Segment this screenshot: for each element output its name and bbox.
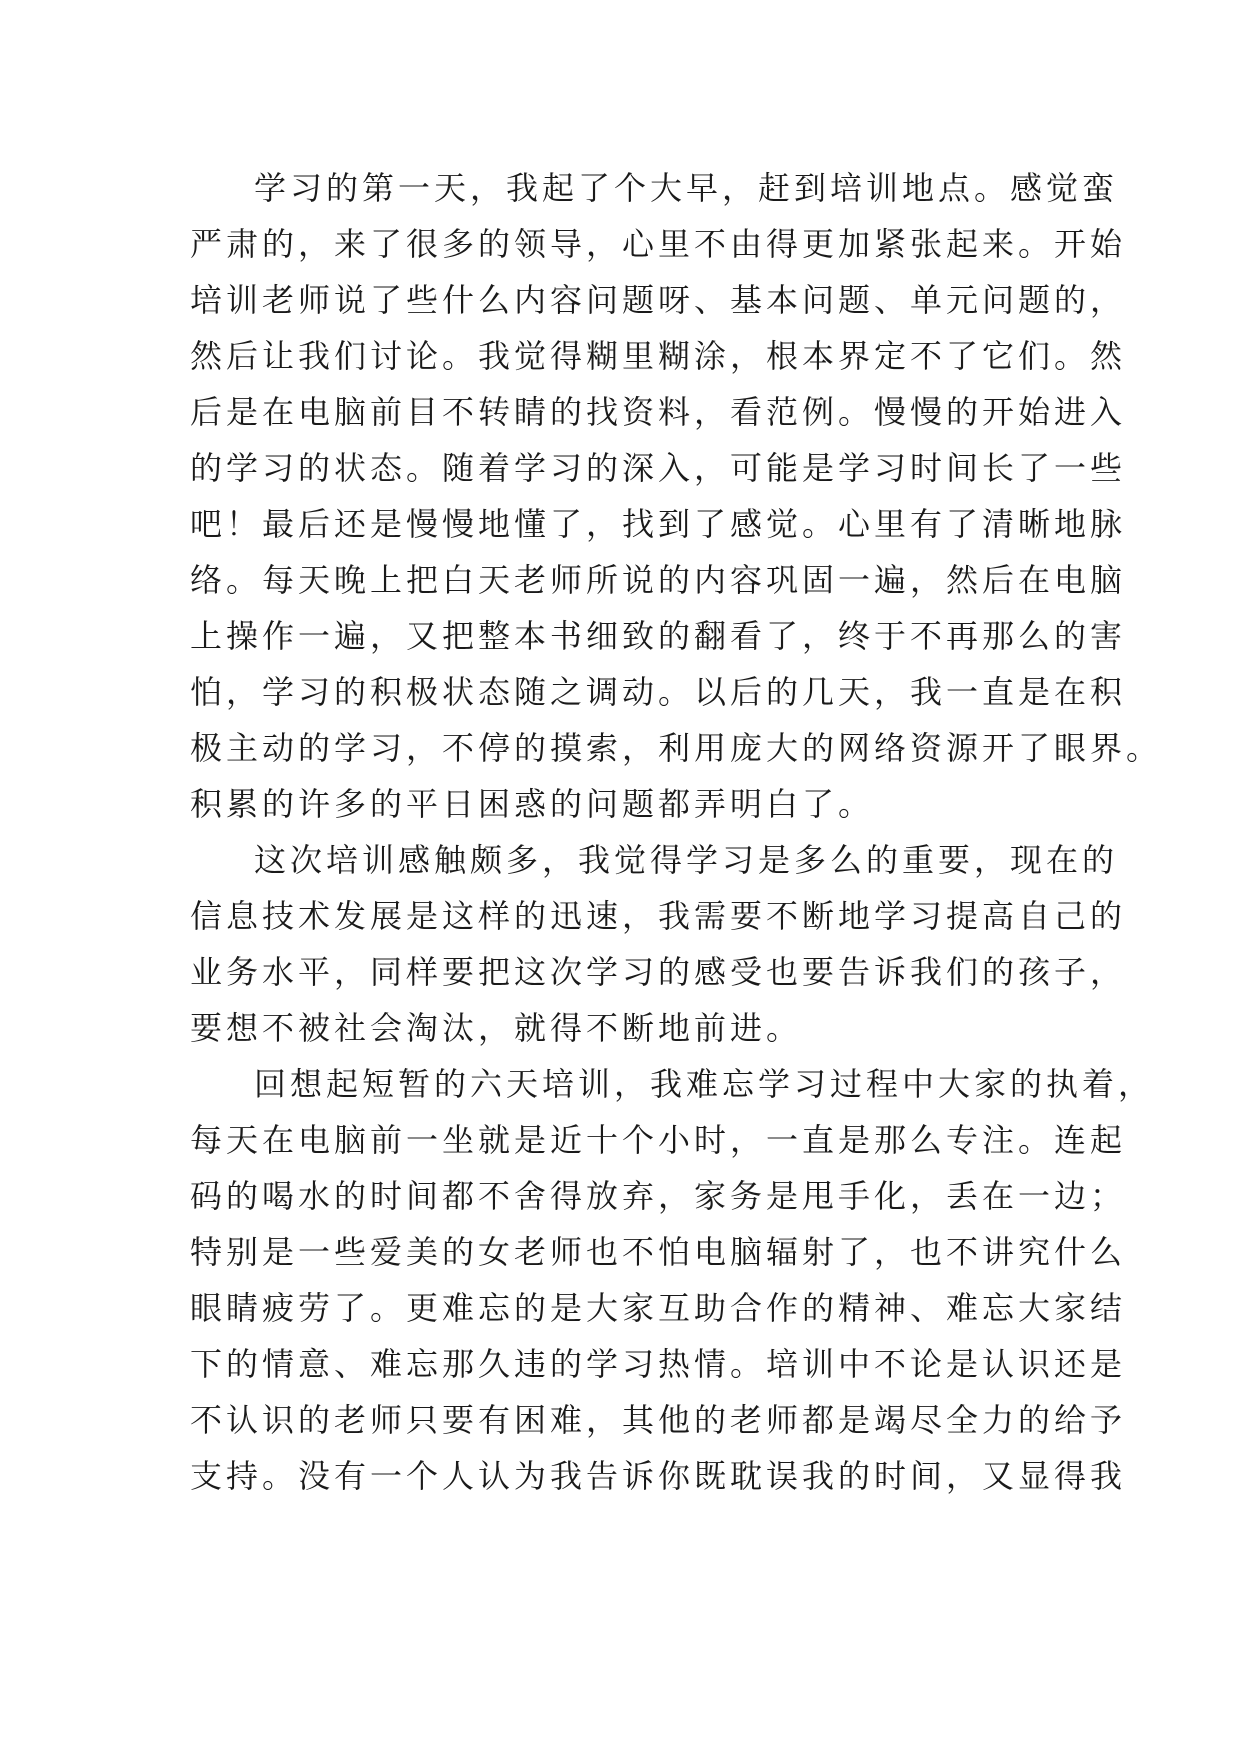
text-line: 特别是一些爱美的女老师也不怕电脑辐射了，也不讲究什么 [190, 1233, 1127, 1271]
text-line: 要想不被社会淘汰，就得不断地前进。 [190, 1009, 803, 1047]
paragraph-1 [190, 160, 1163, 832]
text-line: 眼睛疲劳了。更难忘的是大家互助合作的精神、难忘大家结 [190, 1289, 1127, 1327]
text-line: 培训老师说了些什么内容问题呀、基本问题、单元问题的， [190, 281, 1127, 319]
document-body [190, 160, 1163, 1504]
text-line: 严肃的，来了很多的领导，心里不由得更加紧张起来。开始 [190, 225, 1127, 263]
text-line: 信息技术发展是这样的迅速，我需要不断地学习提高自己的 [190, 897, 1127, 935]
text-line: 后是在电脑前目不转睛的找资料，看范例。慢慢的开始进入 [190, 393, 1127, 431]
text-line: 学习的第一天，我起了个大早，赶到培训地点。感觉蛮 [254, 169, 1119, 207]
text-line: 码的喝水的时间都不舍得放弃，家务是甩手化，丢在一边； [190, 1177, 1127, 1215]
text-line: 然后让我们讨论。我觉得糊里糊涂，根本界定不了它们。然 [190, 337, 1127, 375]
text-line: 上操作一遍，又把整本书细致的翻看了，终于不再那么的害 [190, 617, 1127, 655]
text-line: 怕，学习的积极状态随之调动。以后的几天，我一直是在积 [190, 673, 1127, 711]
paragraph-2 [190, 832, 1127, 1056]
text-line: 下的情意、难忘那久违的学习热情。培训中不论是认识还是 [190, 1345, 1127, 1383]
text-line: 积累的许多的平日困惑的问题都弄明白了。 [190, 785, 875, 823]
text-line: 回想起短暂的六天培训，我难忘学习过程中大家的执着， [254, 1065, 1155, 1103]
text-line: 吧！最后还是慢慢地懂了，找到了感觉。心里有了清晰地脉 [190, 505, 1127, 543]
text-line: 极主动的学习，不停的摸索，利用庞大的网络资源开了眼界。 [190, 729, 1163, 767]
text-line: 这次培训感触颇多，我觉得学习是多么的重要，现在的 [254, 841, 1119, 879]
text-line: 的学习的状态。随着学习的深入，可能是学习时间长了一些 [190, 449, 1127, 487]
text-line: 支持。没有一个人认为我告诉你既耽误我的时间，又显得我 [190, 1457, 1127, 1495]
text-line: 络。每天晚上把白天老师所说的内容巩固一遍，然后在电脑 [190, 561, 1127, 599]
text-line: 每天在电脑前一坐就是近十个小时，一直是那么专注。连起 [190, 1121, 1127, 1159]
paragraph-3 [190, 1056, 1155, 1504]
text-line: 业务水平，同样要把这次学习的感受也要告诉我们的孩子， [190, 953, 1127, 991]
text-line: 不认识的老师只要有困难，其他的老师都是竭尽全力的给予 [190, 1401, 1127, 1439]
